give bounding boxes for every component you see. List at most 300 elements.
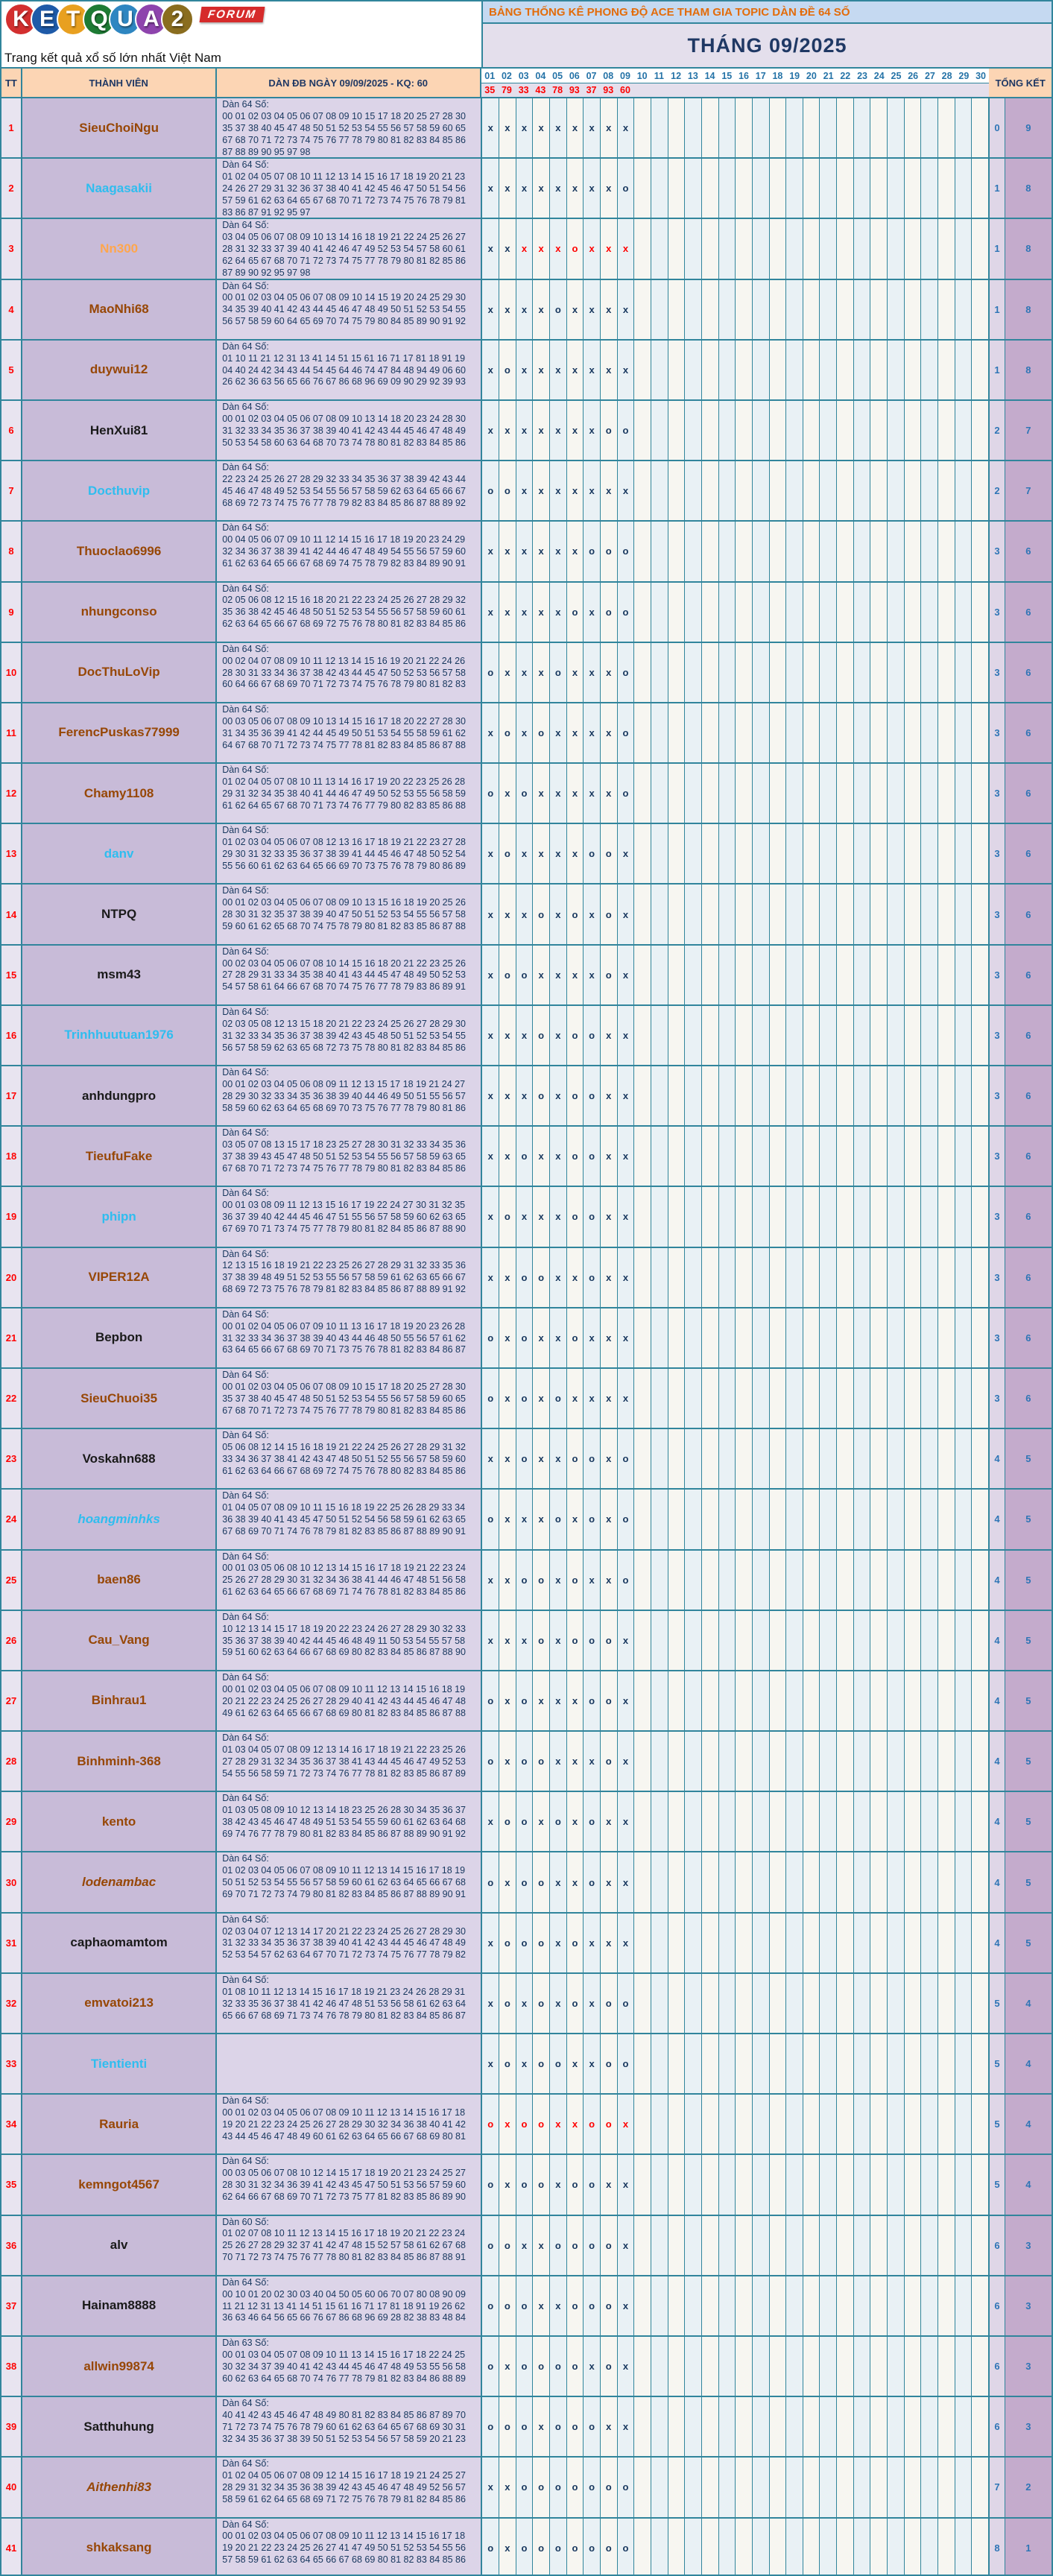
day-cell: x: [550, 461, 567, 520]
day-cell: [803, 2458, 820, 2516]
day-cell: [938, 280, 955, 339]
day-cell: [820, 1792, 837, 1851]
day-cell: [668, 1671, 686, 1730]
kq-result: [837, 83, 854, 97]
day-cell: o: [567, 1066, 584, 1125]
tk-miss-count: 3: [989, 1006, 1005, 1065]
dan-cell: Dàn 64 Số: 01 02 04 05 07 08 10 11 13 14 16 17 19 20 22 23 25 26 28 29 31 32 34 35 38 40 41 44 46 47 49 50 52 53 55 56 58 59 61 62 64 65 67 68 70 71 73 74 76 77 79 80 82 83 85 86 88: [217, 764, 482, 823]
day-cell: [685, 1974, 702, 2033]
day-header-col: [718, 69, 736, 97]
tk-hit-count: 6: [1005, 1369, 1052, 1428]
member-name: Chamy1108: [22, 764, 217, 823]
tt-cell: 12: [1, 764, 22, 823]
day-cell: [770, 2095, 787, 2153]
day-cell: [854, 2095, 871, 2153]
tk-hit-count: 4: [1005, 2034, 1052, 2093]
day-cell: [651, 1369, 668, 1428]
day-number: 05: [549, 69, 566, 83]
day-cell: [803, 1369, 820, 1428]
day-cell: [651, 1066, 668, 1125]
day-cell: [668, 2155, 686, 2214]
day-cell: [770, 1792, 787, 1851]
day-cell: [770, 1551, 787, 1610]
day-cell: [870, 2095, 888, 2153]
day-cell: [651, 159, 668, 218]
day-cell: [921, 1429, 938, 1488]
table-row: [1, 1730, 1052, 1791]
day-cell: [854, 98, 871, 157]
day-cell: [955, 1369, 973, 1428]
day-cell: [719, 703, 736, 762]
day-cell: o: [550, 2337, 567, 2396]
day-cell: x: [499, 1852, 516, 1911]
day-cell: o: [550, 2519, 567, 2576]
day-cell: [820, 643, 837, 702]
day-cell: [921, 2216, 938, 2275]
day-number: 01: [481, 69, 499, 83]
day-cell: [854, 2397, 871, 2456]
day-cell: x: [601, 159, 618, 218]
day-cell: [870, 2519, 888, 2576]
day-cell: [685, 2519, 702, 2576]
dan-cell: Dàn 64 Số: 05 06 08 12 14 15 16 18 19 21 22 24 25 26 27 28 29 31 32 33 34 36 37 38 41 42 43 47 48 50 51 52 55 56 57 58 59 60 61 62 63 64 66 67 68 69 72 74 75 76 78 80 82 83 84 85 86: [217, 1429, 482, 1488]
day-cell: x: [499, 2155, 516, 2214]
day-cell: [786, 461, 803, 520]
day-cell: [820, 522, 837, 580]
day-cell: [888, 1792, 905, 1851]
day-cell: [820, 583, 837, 642]
day-cell: [905, 2276, 922, 2335]
dan-cell: Dàn 60 Số: 01 02 07 08 10 11 12 13 14 15 16 17 18 19 20 21 22 23 24 25 26 27 28 29 32 37 41 42 47 48 15 52 57 58 61 62 67 68 70 71 72 73 74 75 76 77 78 80 81 82 83 84 85 86 87 88 91: [217, 2216, 482, 2275]
day-cell: [719, 401, 736, 460]
day-cell: x: [499, 522, 516, 580]
tt-cell: 19: [1, 1187, 22, 1246]
day-cell: o: [584, 1671, 601, 1730]
day-cell: [651, 2095, 668, 2153]
tt-cell: 38: [1, 2337, 22, 2396]
day-cell: [820, 1248, 837, 1307]
table-row: [1, 702, 1052, 762]
day-cell: [921, 2155, 938, 2214]
day-cell: x: [499, 1066, 516, 1125]
day-number: 12: [668, 69, 685, 83]
tt-cell: 8: [1, 522, 22, 580]
day-cell: [837, 2095, 854, 2153]
tk-hit-count: 6: [1005, 1308, 1052, 1367]
day-cell: [736, 1852, 753, 1911]
day-cell: [736, 1732, 753, 1791]
table-row: [1, 2093, 1052, 2153]
day-cell: [719, 2095, 736, 2153]
day-cell: [820, 1671, 837, 1730]
day-cell: [888, 2034, 905, 2093]
day-cell: [820, 2034, 837, 2093]
member-name: phipn: [22, 1187, 217, 1246]
tk-hit-count: 6: [1005, 1248, 1052, 1307]
day-cell: [719, 1551, 736, 1610]
day-cell: [905, 98, 922, 157]
day-cell: [921, 764, 938, 823]
day-cell: [685, 522, 702, 580]
day-cell: [719, 1671, 736, 1730]
day-cell: [837, 2276, 854, 2335]
day-cell: [854, 461, 871, 520]
day-cell: [972, 1006, 989, 1065]
day-cell: [634, 1429, 651, 1488]
day-cell: x: [584, 1369, 601, 1428]
day-cell: [719, 341, 736, 399]
day-cell: [753, 219, 770, 278]
day-cell: x: [516, 522, 534, 580]
day-number: 30: [973, 69, 990, 83]
day-cell: [702, 884, 719, 943]
dan-cell: Dàn 64 Số: 10 12 13 14 15 17 18 19 20 22 23 24 26 27 28 29 30 32 33 35 36 37 38 39 40 42 44 45 46 48 49 11 50 53 54 55 57 58 59 51 60 62 63 64 66 67 68 69 80 82 83 84 85 86 87 88 90: [217, 1611, 482, 1670]
day-cell: [685, 1248, 702, 1307]
day-cell: [770, 1308, 787, 1367]
day-cell: [938, 98, 955, 157]
table-row: [1, 279, 1052, 339]
day-cell: x: [567, 2034, 584, 2093]
ketqua2-logo[interactable]: [4, 3, 264, 36]
day-cell: o: [516, 1671, 534, 1730]
day-cell: [870, 401, 888, 460]
day-cell: [702, 1551, 719, 1610]
tk-miss-count: 5: [989, 2095, 1005, 2153]
day-cell: x: [550, 98, 567, 157]
day-cell: o: [499, 1914, 516, 1972]
day-cell: x: [482, 1429, 499, 1488]
day-cell: [736, 2519, 753, 2576]
day-cell: [921, 824, 938, 883]
day-cell: [820, 401, 837, 460]
day-cell: o: [499, 703, 516, 762]
day-cell: [870, 219, 888, 278]
day-cell: o: [499, 2397, 516, 2456]
day-cell: [719, 2155, 736, 2214]
tk-miss-count: 0: [989, 98, 1005, 157]
day-cell: x: [584, 401, 601, 460]
day-cell: [668, 98, 686, 157]
day-cell: x: [533, 1429, 550, 1488]
day-cell: [736, 2397, 753, 2456]
day-cell: [888, 1914, 905, 1972]
day-cell: [870, 764, 888, 823]
day-cell: [870, 583, 888, 642]
member-name: MaoNhi68: [22, 280, 217, 339]
day-cell: x: [618, 1369, 635, 1428]
day-cell: x: [601, 764, 618, 823]
tk-hit-count: 4: [1005, 2095, 1052, 2153]
day-cell: [770, 2276, 787, 2335]
day-cell: [770, 1369, 787, 1428]
day-cell: [888, 1369, 905, 1428]
day-cell: [634, 1127, 651, 1186]
site-slogan: Trang kết quả xổ số lớn nhất Việt Nam: [4, 51, 221, 65]
day-cell: [972, 1369, 989, 1428]
day-cell: [685, 1490, 702, 1548]
day-cell: x: [618, 280, 635, 339]
day-cell: [972, 764, 989, 823]
day-cell: [820, 1187, 837, 1246]
day-cell: x: [499, 764, 516, 823]
day-cell: [651, 703, 668, 762]
day-cell: [972, 1611, 989, 1670]
day-cell: x: [601, 219, 618, 278]
day-cell: o: [533, 1066, 550, 1125]
day-cell: [888, 219, 905, 278]
day-cell: [803, 341, 820, 399]
tk-hit-count: 5: [1005, 1914, 1052, 1972]
day-cell: [837, 159, 854, 218]
day-cell: [972, 2216, 989, 2275]
day-cell: o: [550, 1490, 567, 1548]
day-cell: [888, 1308, 905, 1367]
day-cell: [803, 764, 820, 823]
day-cell: x: [618, 461, 635, 520]
day-cell: [854, 1308, 871, 1367]
day-cell: [888, 1611, 905, 1670]
day-number: 03: [515, 69, 532, 83]
day-cell: x: [516, 643, 534, 702]
day-cell: [702, 2519, 719, 2576]
day-cell: [972, 703, 989, 762]
day-cell: [651, 583, 668, 642]
day-cell: [905, 2095, 922, 2153]
member-name: Voskahn688: [22, 1429, 217, 1488]
day-cell: [702, 401, 719, 460]
day-cell: [921, 98, 938, 157]
day-cell: x: [567, 1732, 584, 1791]
day-cell: [719, 2216, 736, 2275]
day-number: 17: [752, 69, 769, 83]
day-cell: x: [550, 1852, 567, 1911]
day-cell: [888, 703, 905, 762]
table-row: [1, 1610, 1052, 1670]
day-cell: x: [482, 824, 499, 883]
day-cell: [803, 1006, 820, 1065]
day-cell: [736, 159, 753, 218]
day-cell: [736, 1914, 753, 1972]
day-cell: [651, 280, 668, 339]
day-cell: o: [482, 2397, 499, 2456]
day-cell: [719, 2034, 736, 2093]
day-cell: [938, 2216, 955, 2275]
day-cell: [870, 2397, 888, 2456]
day-cell: o: [618, 2519, 635, 2576]
day-cell: x: [533, 280, 550, 339]
day-cell: [736, 2034, 753, 2093]
day-cell: [972, 1066, 989, 1125]
day-number: 09: [617, 69, 634, 83]
day-cell: [938, 824, 955, 883]
day-cell: [972, 643, 989, 702]
day-cell: [820, 1732, 837, 1791]
day-cell: [786, 884, 803, 943]
day-cell: x: [618, 1127, 635, 1186]
tt-cell: 26: [1, 1611, 22, 1670]
day-cell: o: [533, 1006, 550, 1065]
day-cell: [905, 2216, 922, 2275]
day-cell: [837, 1792, 854, 1851]
day-cell: x: [533, 98, 550, 157]
day-cell: [854, 1187, 871, 1246]
table-row: [1, 1488, 1052, 1548]
day-cell: [702, 1732, 719, 1791]
day-cell: [634, 461, 651, 520]
day-cell: [870, 1369, 888, 1428]
day-cell: x: [567, 1248, 584, 1307]
day-cell: [786, 1429, 803, 1488]
day-cell: [634, 2337, 651, 2396]
day-cell: [719, 2397, 736, 2456]
day-cell: x: [516, 219, 534, 278]
day-cell: o: [584, 1248, 601, 1307]
day-cell: x: [533, 1490, 550, 1548]
day-cell: x: [533, 764, 550, 823]
day-cell: [854, 583, 871, 642]
day-cell: [685, 1187, 702, 1246]
day-header-col: [973, 69, 990, 97]
day-cell: [651, 1611, 668, 1670]
day-cell: [753, 1308, 770, 1367]
day-cell: o: [482, 1671, 499, 1730]
day-header-col: [668, 69, 685, 97]
day-cell: o: [533, 2155, 550, 2214]
tk-hit-count: 6: [1005, 522, 1052, 580]
day-cell: [955, 401, 973, 460]
table-row: [1, 1791, 1052, 1851]
day-cell: x: [601, 1914, 618, 1972]
day-cell: x: [499, 884, 516, 943]
day-cell: o: [567, 1187, 584, 1246]
day-cell: [719, 1187, 736, 1246]
day-cell: [972, 1974, 989, 2033]
day-cell: o: [601, 2519, 618, 2576]
day-cell: x: [550, 1127, 567, 1186]
day-cell: [921, 1187, 938, 1246]
day-cell: [921, 2095, 938, 2153]
day-cell: o: [584, 1187, 601, 1246]
day-cell: [685, 1732, 702, 1791]
tk-miss-count: 3: [989, 643, 1005, 702]
day-cell: o: [584, 1852, 601, 1911]
day-cell: [634, 522, 651, 580]
day-cell: [837, 280, 854, 339]
tt-cell: 24: [1, 1490, 22, 1548]
day-cell: [870, 1551, 888, 1610]
tk-hit-count: 4: [1005, 2155, 1052, 2214]
day-cell: x: [516, 1187, 534, 1246]
day-cell: [820, 1551, 837, 1610]
member-name: SieuChuoi35: [22, 1369, 217, 1428]
member-name: shkaksang: [22, 2519, 217, 2576]
day-cell: x: [533, 1308, 550, 1367]
day-cell: [837, 341, 854, 399]
day-cell: x: [567, 703, 584, 762]
day-cell: x: [482, 1006, 499, 1065]
tk-hit-count: 6: [1005, 824, 1052, 883]
kq-result: [888, 83, 905, 97]
day-cell: o: [567, 583, 584, 642]
day-cell: [820, 1308, 837, 1367]
day-cell: [651, 1248, 668, 1307]
kq-result: 35: [481, 83, 499, 97]
day-cell: [651, 1852, 668, 1911]
day-cell: x: [567, 1792, 584, 1851]
day-cell: [820, 159, 837, 218]
day-cell: [905, 2397, 922, 2456]
day-cell: x: [516, 159, 534, 218]
day-cell: [938, 1006, 955, 1065]
day-cell: x: [618, 1732, 635, 1791]
day-cell: [820, 341, 837, 399]
day-cell: о: [584, 2216, 601, 2275]
day-cell: [955, 1792, 973, 1851]
day-cell: x: [482, 522, 499, 580]
day-cell: [921, 1792, 938, 1851]
day-cell: [803, 643, 820, 702]
kq-result: [736, 83, 753, 97]
day-cell: [786, 280, 803, 339]
tk-hit-count: 3: [1005, 2216, 1052, 2275]
day-cell: [870, 946, 888, 1004]
day-cell: [668, 1429, 686, 1488]
day-cell: [786, 98, 803, 157]
day-cell: x: [516, 884, 534, 943]
day-cell: [888, 461, 905, 520]
day-cell: [719, 280, 736, 339]
day-cell: x: [499, 1308, 516, 1367]
day-cell: [651, 1551, 668, 1610]
table-row: [1, 2275, 1052, 2335]
day-cell: x: [516, 703, 534, 762]
day-number: 20: [803, 69, 820, 83]
day-cell: [820, 1006, 837, 1065]
day-cell: [702, 583, 719, 642]
day-cell: [634, 2216, 651, 2275]
day-cell: [719, 1369, 736, 1428]
day-cell: [938, 1732, 955, 1791]
day-cell: [702, 159, 719, 218]
day-cell: [888, 583, 905, 642]
day-cell: [955, 2095, 973, 2153]
day-cell: [685, 583, 702, 642]
day-cell: x: [618, 1187, 635, 1246]
day-cell: [719, 2458, 736, 2516]
day-cell: [938, 1671, 955, 1730]
day-cell: x: [482, 884, 499, 943]
day-cell: [972, 1792, 989, 1851]
day-cell: [634, 1732, 651, 1791]
dan-cell: Dàn 64 Số: 01 02 03 04 05 06 07 08 09 10 11 12 13 14 15 16 17 18 19 50 51 52 53 54 55 56 57 58 59 60 61 62 63 64 65 66 67 68 69 70 71 72 73 74 79 80 81 82 83 84 85 86 87 88 89 90 91: [217, 1852, 482, 1911]
day-cell: x: [584, 1551, 601, 1610]
day-cell: [719, 159, 736, 218]
day-cell: [668, 1308, 686, 1367]
dan-cell: Dàn 64 Số: 03 05 07 08 13 15 17 18 23 25 27 28 30 31 32 33 34 35 36 37 38 39 43 45 47 48 50 51 52 53 54 55 56 57 58 59 63 65 67 68 70 71 72 73 74 75 76 77 78 79 80 81 82 83 84 85 86: [217, 1127, 482, 1186]
day-cell: [634, 946, 651, 1004]
day-cell: o: [499, 341, 516, 399]
day-cell: [955, 461, 973, 520]
day-cell: [753, 2337, 770, 2396]
table-row: [1, 1367, 1052, 1428]
day-cell: [685, 219, 702, 278]
day-cell: [702, 1914, 719, 1972]
day-cell: [685, 1429, 702, 1488]
day-cell: [938, 522, 955, 580]
day-cell: [786, 703, 803, 762]
day-cell: [921, 401, 938, 460]
tk-hit-count: 8: [1005, 280, 1052, 339]
